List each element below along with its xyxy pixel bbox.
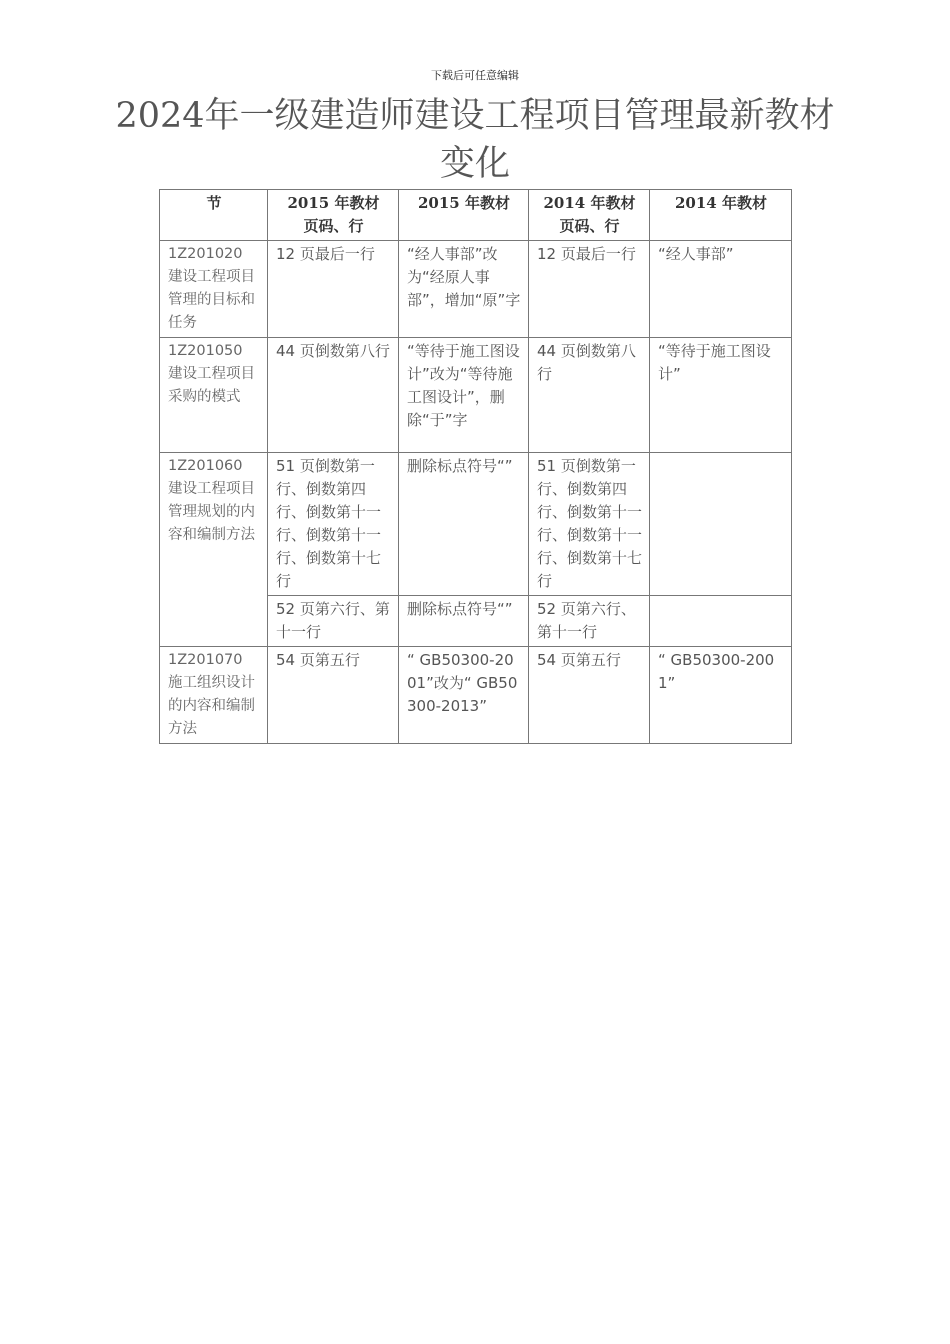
table-row — [160, 453, 792, 596]
page-2014-cell: 52 页第六行、第十一行 — [529, 596, 650, 647]
text-2014-cell: “经人事部” — [650, 241, 792, 338]
table-header-row — [160, 190, 792, 241]
header-page-2015: 2015 年教材 页码、行 — [268, 190, 399, 241]
page-2015-cell: 44 页倒数第八行 — [268, 338, 399, 453]
page-2015-cell: 12 页最后一行 — [268, 241, 399, 338]
page-header-note: 下载后可任意编辑 — [431, 69, 519, 82]
page-2014-cell: 12 页最后一行 — [529, 241, 650, 338]
text-2014-cell — [650, 453, 792, 596]
text-2014-cell — [650, 596, 792, 647]
page-2014-cell: 54 页第五行 — [529, 647, 650, 744]
page-2014-cell: 51 页倒数第一行、倒数第四行、倒数第十一行、倒数第十一行、倒数第十七行 — [529, 453, 650, 596]
section-cell: 1Z201060 建设工程项目管理规划的内容和编制方法 — [160, 453, 268, 647]
header-text-2014: 2014 年教材 — [650, 190, 792, 241]
page-2015-cell: 54 页第五行 — [268, 647, 399, 744]
header-page-2014: 2014 年教材 页码、行 — [529, 190, 650, 241]
text-2015-cell: “ GB50300-2001”改为“ GB50300-2013” — [399, 647, 529, 744]
section-cell: 1Z201020 建设工程项目管理的目标和任务 — [160, 241, 268, 338]
text-2015-cell: 删除标点符号“” — [399, 453, 529, 596]
document-title: 2024年一级建造师建设工程项目管理最新教材变化 — [115, 96, 835, 184]
section-cell: 1Z201050 建设工程项目采购的模式 — [160, 338, 268, 453]
text-2014-cell: “ GB50300-2001” — [650, 647, 792, 744]
page-2014-cell: 44 页倒数第八行 — [529, 338, 650, 453]
table-row — [160, 647, 792, 744]
header-section: 节 — [160, 190, 268, 241]
text-2015-cell: 删除标点符号“” — [399, 596, 529, 647]
changes-table — [159, 189, 792, 744]
text-2015-cell: “等待于施工图设计”改为“等待施工图设计”，删除“于”字 — [399, 338, 529, 453]
section-cell: 1Z201070 施工组织设计的内容和编制方法 — [160, 647, 268, 744]
table-row — [160, 338, 792, 453]
header-text-2015: 2015 年教材 — [399, 190, 529, 241]
text-2014-cell: “等待于施工图设计” — [650, 338, 792, 453]
table-row — [160, 241, 792, 338]
text-2015-cell: “经人事部”改为“经原人事部”，增加“原”字 — [399, 241, 529, 338]
page-2015-cell: 51 页倒数第一行、倒数第四行、倒数第十一行、倒数第十一行、倒数第十七行 — [268, 453, 399, 596]
page-2015-cell: 52 页第六行、第十一行 — [268, 596, 399, 647]
